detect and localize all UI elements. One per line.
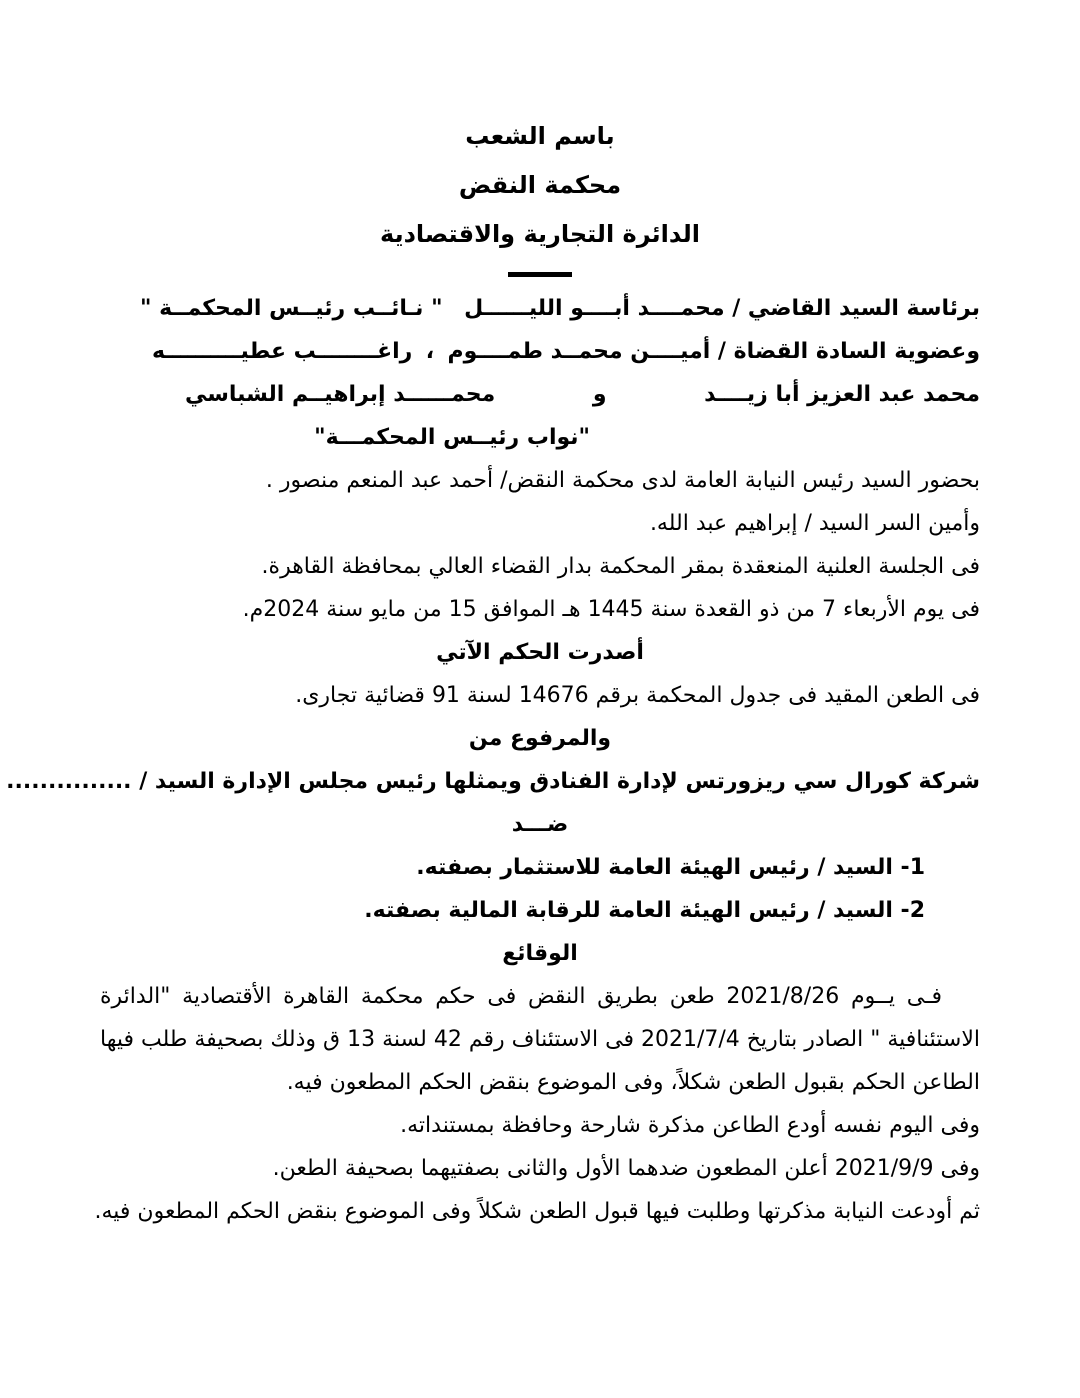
facts-heading: الوقائع [502, 941, 578, 966]
deputies-title: "نواب رئيــس المحكمـــة" [314, 425, 590, 450]
member-judges-row-2 [100, 373, 980, 416]
respondent-1-line: 1- السيد / رئيس الهيئة العامة للاستثمار بصفته. [416, 855, 925, 880]
prosecutor-attendance-line: بحضور السيد رئيس النيابة العامة لدى محكمة النقض/ أحمد عبد المنعم منصور . [265, 468, 980, 493]
facts-paragraph-3: وفى 2021/9/9 أعلن المطعون ضدهما الأول والثانى بصفتيهما بصحيفة الطعن. [272, 1156, 980, 1181]
case-number-line: فى الطعن المقيد فى جدول المحكمة برقم 14676 لسنة 91 قضائية تجارى. [295, 683, 980, 708]
circuit-name-title: الدائرة التجارية والاقتصادية [380, 220, 700, 248]
respondent-2-line: 2- السيد / رئيس الهيئة العامة للرقابة المالية بصفته. [364, 898, 925, 923]
appellant-line: شركة كورال سي ريزورتس لإدارة الفنادق ويمثلها رئيس مجلس الإدارة السيد / ............... [6, 769, 980, 794]
facts-paragraph-1: فـى يــوم 2021/8/26 طعن بطريق النقض فى حكم محكمة القاهرة الأقتصادية "الدائرة الاستئنافية " الصادر بتاريخ 2021/7/4 فى الاستئناف رقم 42 لسنة 13 ق وذلك بصحيفة طلب فيها الطاعن الحكم بقبول الطعن شكلاً، وفى الموضوع بنقض الحكم المطعون فيه. [100, 984, 980, 1095]
judges-panel [100, 287, 980, 459]
presiding-judge-title: " نـائــب رئيــس المحكمــة " [140, 296, 443, 321]
filed-by-heading: والمرفوع من [468, 726, 612, 751]
document-header [100, 112, 980, 277]
member-judge-1-name: وعضوية السادة القضاة / أميــــن محمــد طمــــوم [447, 339, 980, 364]
presiding-judge-row [100, 287, 980, 330]
session-location-line: فى الجلسة العلنية المنعقدة بمقر المحكمة بدار القضاء العالي بمحافظة القاهرة. [261, 554, 980, 579]
member-judge-2-name: راغــــــــب عطيــــــــــه [152, 339, 413, 364]
session-date-line: فى يوم الأربعاء 7 من ذو القعدة سنة 1445 هـ الموافق 15 من مايو سنة 2024م. [242, 597, 980, 622]
ruling-heading: أصدرت الحكم الآتي [436, 640, 644, 665]
in-the-name-of-the-people-title: باسم الشعب [465, 122, 615, 150]
member-judge-3-name: محمد عبد العزيز أبا زيــــد [704, 382, 980, 407]
presiding-judge-name: برئاسة السيد القاضي / محمــــد أبــــو الليــــــل [464, 296, 980, 321]
facts-paragraph-4: ثم أودعت النيابة مذكرتها وطلبت فيها قبول الطعن شكلاً وفى الموضوع بنقض الحكم المطعون فيه. [94, 1199, 980, 1224]
session-details [100, 459, 980, 631]
header-divider-rule [508, 272, 572, 277]
versus-heading: ضـــد [511, 812, 569, 837]
member-judge-4-name: محمــــــد إبراهيــم الشباسي [185, 382, 496, 407]
judges-separator-comma: ، [425, 339, 435, 364]
member-judges-row-1 [100, 330, 980, 373]
secretary-line: وأمين السر السيد / إبراهيم عبد الله. [649, 511, 980, 536]
facts-paragraph-2: وفى اليوم نفسه أودع الطاعن مذكرة شارحة وحافظة بمستنداته. [400, 1113, 980, 1138]
court-name-title: محكمة النقض [458, 171, 622, 199]
facts-section [94, 932, 980, 1233]
ruling-section [6, 631, 980, 932]
judges-separator-waw: و [592, 382, 607, 407]
